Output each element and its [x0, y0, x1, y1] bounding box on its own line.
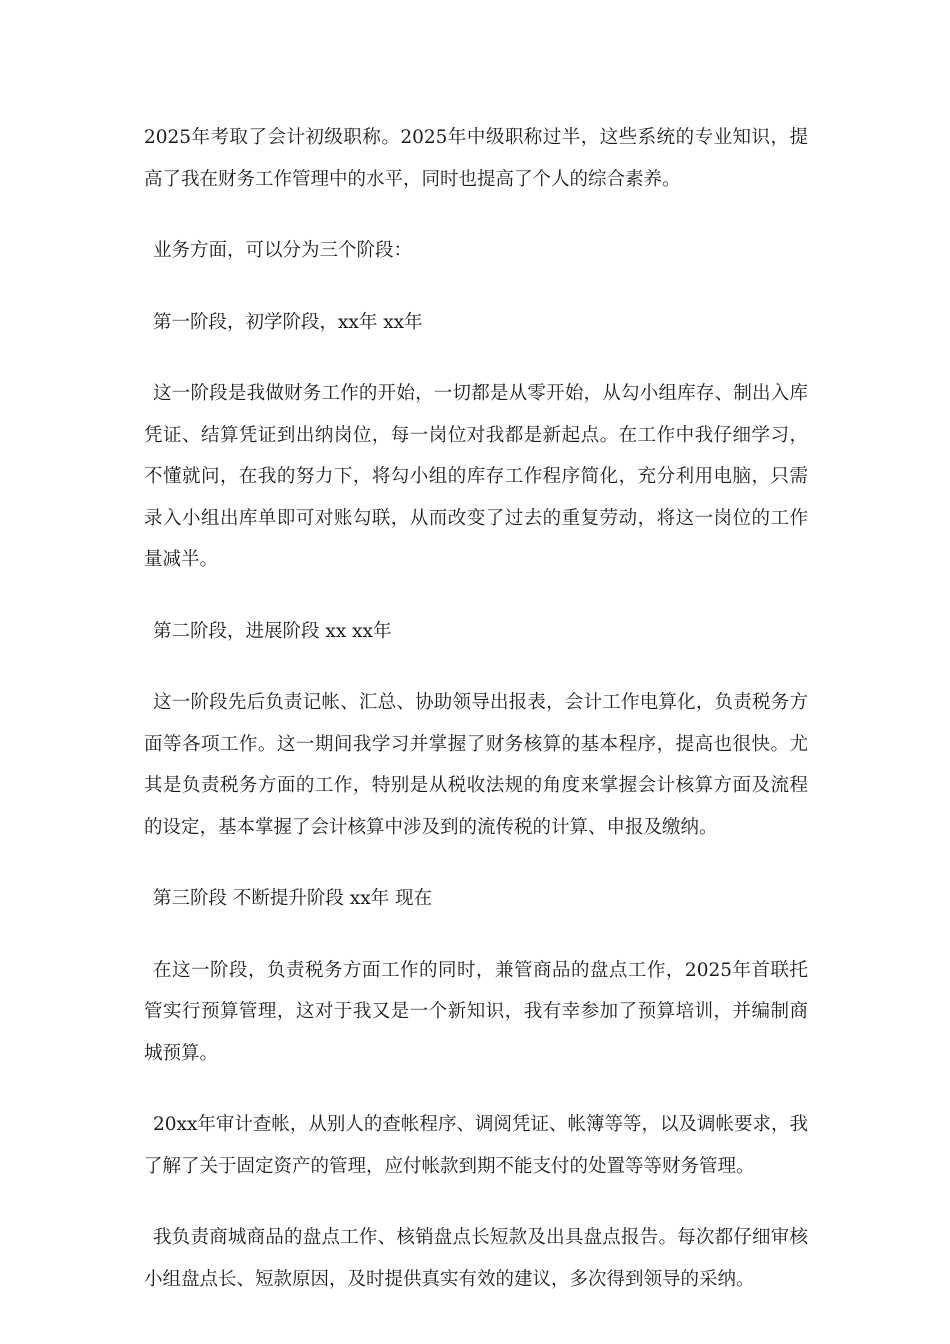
paragraph-stage-two: 这一阶段先后负责记帐、汇总、协助领导出报表，会计工作电算化，负责税务方面等各项工作。这一期间我学习并掌握了财务核算的基本程序，提高也很快。尤其是负责税务方面的工作，特别是从税收法规的角度来掌握会计核算方面及流程的设定，基本掌握了会计核算中涉及到的流传税的计算、申报及缴纳。 [144, 692, 808, 838]
paragraph-certification: 2025年考取了会计初级职称。2025年中级职称过半，这些系统的专业知识，提高了我在财务工作管理中的水平，同时也提高了个人的综合素养。 [144, 127, 808, 190]
heading-stage-three: 第三阶段 不断提升阶段 xx年 现在 [153, 888, 433, 909]
paragraph-inventory: 我负责商城商品的盘点工作、核销盘点长短款及出具盘点报告。每次都仔细审核小组盘点长、短款原因，及时提供真实有效的建议，多次得到领导的采纳。 [144, 1227, 808, 1290]
paragraph-stage-three: 在这一阶段，负责税务方面工作的同时，兼管商品的盘点工作，2025年首联托管实行预算管理，这对于我又是一个新知识，我有幸参加了预算培训，并编制商城预算。 [144, 959, 808, 1064]
heading-stage-two: 第二阶段，进展阶段 xx xx年 [153, 620, 392, 642]
paragraph-business-intro: 业务方面，可以分为三个阶段： [153, 240, 413, 261]
paragraph-audit: 20xx年审计查帐，从别人的查帐程序、调阅凭证、帐簿等等，以及调帐要求，我了解了关于固定资产的管理，应付帐款到期不能支付的处置等等财务管理。 [144, 1114, 808, 1177]
heading-stage-one: 第一阶段，初学阶段，xx年 xx年 [153, 311, 423, 333]
document-body [144, 117, 808, 1330]
paragraph-stage-one: 这一阶段是我做财务工作的开始，一切都是从零开始，从勾小组库存、制出入库凭证、结算凭证到出纳岗位，每一岗位对我都是新起点。在工作中我仔细学习，不懂就问，在我的努力下，将勾小组的库存工作程序简化，充分利用电脑，只需录入小组出库单即可对账勾联，从而改变了过去的重复劳动，将这一岗位的工作量减半。 [144, 383, 808, 570]
